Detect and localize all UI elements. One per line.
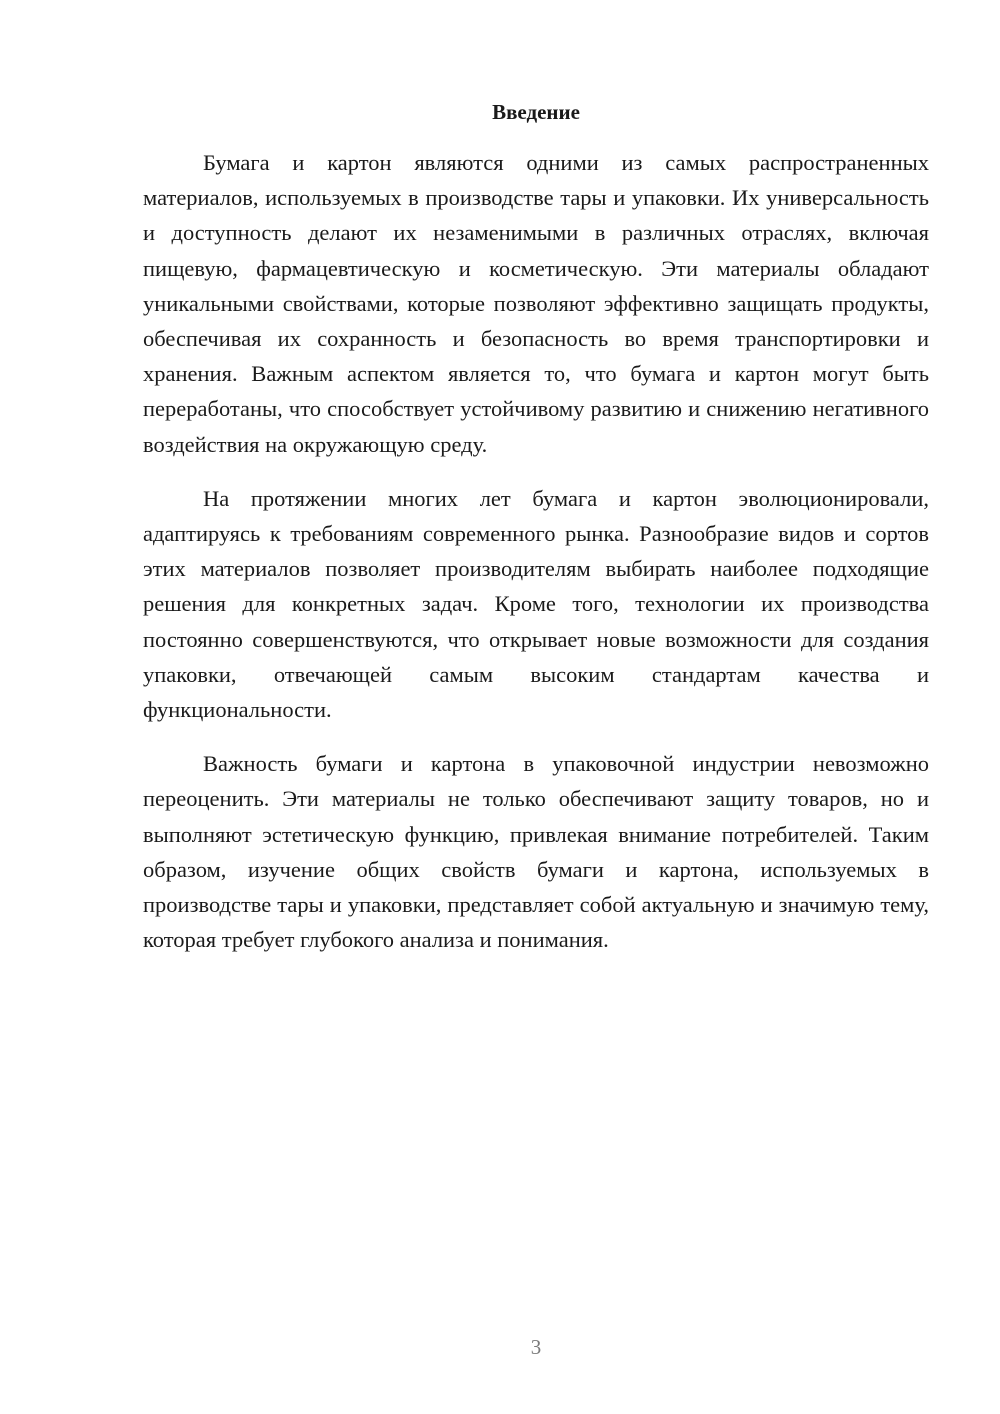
paragraph-3: Важность бумаги и картона в упаковочной индустрии невозможно переоценить. Эти материалы не только обеспечивают защиту товаров, но и выполняют эстетическую функцию, привлекая внимание потребителей. Таким образом, изучение общих свойств бумаги и картона, используемых в производстве тары и упаковки, представляет собой актуальную и значимую тему, которая требует глубокого анализа и понимания.	[143, 751, 929, 953]
page-number: 3	[530, 1335, 542, 1359]
paragraph-1: Бумага и картон являются одними из самых распространенных материалов, используемых в производстве тары и упаковки. Их универсальность и доступность делают их незаменимыми в различных отраслях, включая пищевую, фармацевтическую и косметическую. Эти материалы обладают уникальными свойствами, которые позволяют эффективно защищать продукты, обеспечивая их сохранность и безопасность во время транспортировки и хранения. Важным аспектом является то, что бумага и картон могут быть переработаны, что способствует устойчивому развитию и снижению негативного воздействия на окружающую среду.	[143, 150, 929, 457]
section-heading: Введение	[492, 100, 580, 124]
body-text	[143, 145, 929, 976]
paragraph-2: На протяжении многих лет бумага и картон эволюционировали, адаптируясь к требованиям современного рынка. Разнообразие видов и сортов этих материалов позволяет производителям выбирать наиболее подходящие решения для конкретных задач. Кроме того, технологии их производства постоянно совершенствуются, что открывает новые возможности для создания упаковки, отвечающей самым высоким стандартам качества и функциональности.	[143, 485, 929, 723]
